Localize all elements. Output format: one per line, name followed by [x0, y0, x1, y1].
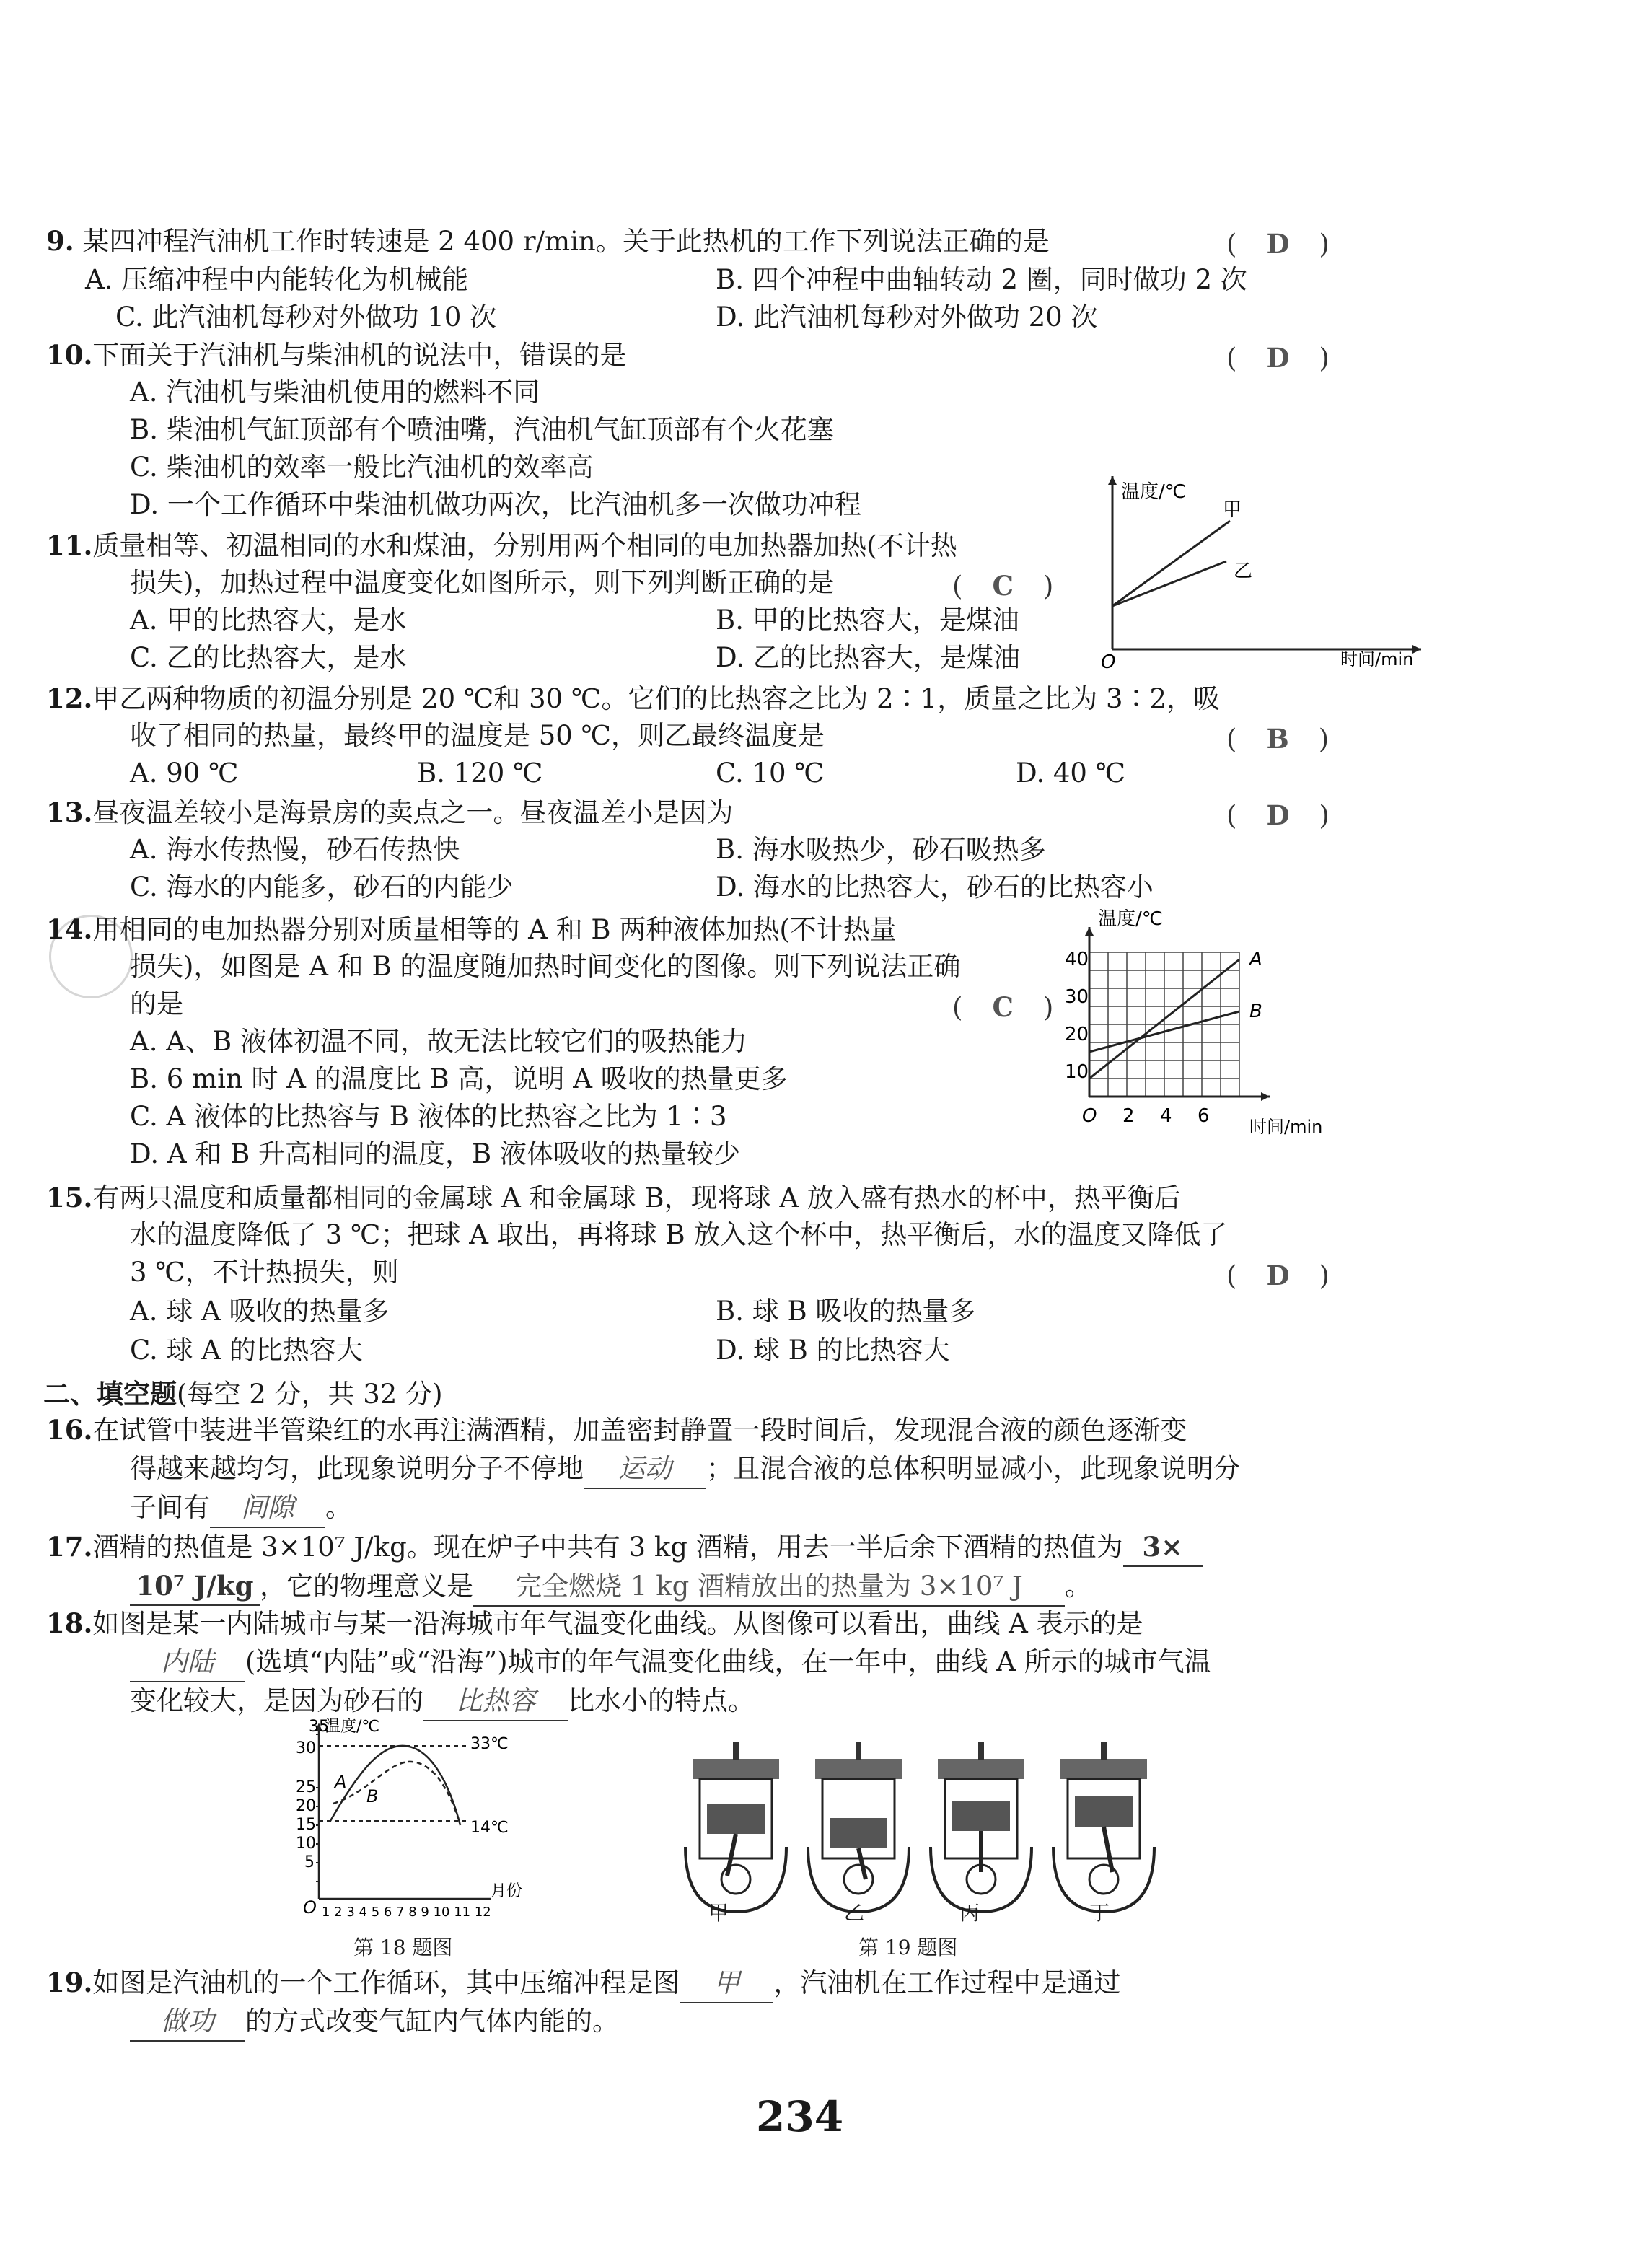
q18-graph	[274, 1717, 678, 1933]
q14-stem-line1: 14.用相同的电加热器分别对质量相等的 A 和 B 两种液体加热(不计热量	[46, 913, 897, 945]
q11-option-b: B. 甲的比热容大，是煤油	[716, 605, 1019, 636]
q18-blank-1: 内陆	[130, 1643, 245, 1682]
q14-stem-line3: 的是	[130, 988, 183, 1019]
q18-origin: O	[303, 1897, 317, 1918]
q15-option-d: D. 球 B 的比热容大	[716, 1335, 950, 1366]
q10-option-b: B. 柴油机气缸顶部有个喷油嘴，汽油机气缸顶部有个火花塞	[130, 414, 834, 445]
q11-line-jia	[1112, 521, 1230, 606]
q10-option-a: A. 汽油机与柴油机使用的燃料不同	[130, 377, 540, 408]
q16-blank-1: 运动	[584, 1450, 706, 1489]
q19-blank-2: 做功	[130, 2003, 245, 2042]
q15-option-c: C. 球 A 的比热容大	[130, 1335, 363, 1366]
q11-stem-line1: 11.质量相等、初温相同的水和煤油，分别用两个相同的电加热器加热(不计热	[46, 530, 957, 561]
q11-answer: ( C )	[952, 570, 1055, 602]
section-2-heading: 二、填空题(每空 2 分，共 32 分)	[43, 1378, 443, 1410]
q10-option-d: D. 一个工作循环中柴油机做功两次，比汽油机多一次做功冲程	[130, 489, 861, 520]
q10-option-c: C. 柴油机的效率一般比汽油机的效率高	[130, 452, 594, 483]
engine-ding	[1053, 1742, 1154, 1912]
q9-answer: ( D )	[1226, 228, 1331, 260]
q14-option-a: A. A、B 液体初温不同，故无法比较它们的吸热能力	[130, 1026, 747, 1057]
q12-stem-line1: 12.甲乙两种物质的初温分别是 20 ℃和 30 ℃。它们的比热容之比为 2∶1，质量之比为 3∶2，吸	[46, 682, 1221, 714]
q9-stem	[46, 222, 1050, 260]
q18-line2: 内陆 (选填“内陆”或“沿海”)城市的年气温变化曲线，在一年中，曲线 A 所示的城市气温	[130, 1643, 1211, 1682]
q19-engine-figure	[671, 1731, 1190, 1919]
q15-stem-line3: 3 ℃，不计热损失，则	[130, 1257, 399, 1288]
q14-y-label: 温度/℃	[1098, 909, 1163, 930]
q18-lo-label: 14℃	[470, 1819, 509, 1837]
q12-option-a: A. 90 ℃	[130, 757, 239, 789]
q13-stem: 13.昼夜温差较小是海景房的卖点之一。昼夜温差小是因为	[46, 796, 734, 828]
q15-stem-line2: 水的温度降低了 3 ℃；把球 A 取出，再将球 B 放入这个杯中，热平衡后，水的温度又降低了	[130, 1219, 1228, 1250]
q14-ytick-40: 40	[1065, 949, 1089, 970]
q12-option-d: D. 40 ℃	[1016, 757, 1126, 789]
q14-grid	[1089, 952, 1239, 1097]
q11-label-jia: 甲	[1223, 499, 1242, 521]
q15-option-b: B. 球 B 吸收的热量多	[716, 1296, 976, 1327]
q18-xticks: 1 2 3 4 5 6 7 8 9 10 11 12	[322, 1905, 491, 1920]
page-number: 234	[756, 2092, 844, 2141]
q19-label-jia: 甲	[708, 1901, 729, 1925]
q9-option-b: B. 四个冲程中曲轴转动 2 圈，同时做功 2 次	[716, 264, 1247, 295]
q11-y-arrow	[1108, 476, 1117, 485]
q17-line1: 17.酒精的热值是 3×10⁷ J/kg。现在炉子中共有 3 kg 酒精，用去一半后余下酒精的热值为 3×	[46, 1528, 1203, 1567]
engine-jia	[685, 1742, 786, 1912]
engine-yi	[808, 1742, 909, 1912]
q16-line2: 得越来越均匀，此现象说明分子不停地 运动 ；且混合液的总体积明显减小，此现象说明分	[130, 1450, 1240, 1489]
q13-option-c: C. 海水的内能多，砂石的内能少	[130, 871, 514, 903]
q14-stem-line2: 损失)，如图是 A 和 B 的温度随加热时间变化的图像。则下列说法正确	[130, 951, 961, 982]
q11-x-arrow	[1412, 645, 1421, 654]
q17-line2: 10⁷ J/kg ，它的物理意义是 完全燃烧 1 kg 酒精放出的热量为 3×10⁷ J 。	[130, 1567, 1091, 1607]
q13-option-b: B. 海水吸热少，砂石吸热多	[716, 834, 1046, 865]
q14-xtick-6: 6	[1198, 1105, 1210, 1127]
q11-option-c: C. 乙的比热容大，是水	[130, 642, 407, 673]
q16-line3: 子间有 间隙 。	[130, 1489, 352, 1528]
q14-xtick-4: 4	[1160, 1105, 1172, 1127]
q18-ytick-25: 25	[296, 1778, 316, 1796]
q14-label-b: B	[1249, 1001, 1262, 1022]
q12-option-b: B. 120 ℃	[417, 757, 543, 789]
q9-option-a: A. 压缩冲程中内能转化为机械能	[85, 264, 469, 295]
q14-option-b: B. 6 min 时 A 的温度比 B 高，说明 A 吸收的热量更多	[130, 1063, 788, 1094]
q10-answer: ( D )	[1226, 342, 1331, 374]
q19-line1: 19.如图是汽油机的一个工作循环，其中压缩冲程是图 甲 ，汽油机在工作过程中是通过	[46, 1964, 1120, 2003]
q12-stem-line2: 收了相同的热量，最终甲的温度是 50 ℃，则乙最终温度是	[130, 720, 825, 751]
q14-answer: ( C )	[952, 991, 1055, 1023]
q19-caption: 第 19 题图	[858, 1936, 958, 1959]
q19-blank-1: 甲	[680, 1964, 773, 2003]
q14-ytick-20: 20	[1065, 1024, 1089, 1045]
q11-graph	[1082, 469, 1428, 671]
q14-label-a: A	[1249, 949, 1262, 970]
q18-caption: 第 18 题图	[353, 1936, 453, 1959]
q16-line1: 16.在试管中装进半管染红的水再注满酒精，加盖密封静置一段时间后，发现混合液的颜色逐渐变	[46, 1414, 1187, 1446]
q18-ytick-35: 35	[309, 1718, 329, 1736]
q13-option-a: A. 海水传热慢，砂石传热快	[130, 834, 460, 865]
q16-blank-2: 间隙	[210, 1489, 325, 1528]
q14-graph	[1060, 909, 1407, 1147]
q18-line3: 变化较大，是因为砂石的 比热容 比水小的特点。	[130, 1682, 755, 1721]
q14-option-c: C. A 液体的比热容与 B 液体的比热容之比为 1∶3	[130, 1101, 727, 1132]
q14-xtick-2: 2	[1122, 1105, 1135, 1127]
q11-option-a: A. 甲的比热容大，是水	[130, 605, 407, 636]
q9-option-d: D. 此汽油机每秒对外做功 20 次	[716, 302, 1098, 333]
q15-option-a: A. 球 A 吸收的热量多	[130, 1296, 390, 1327]
q18-y-label: 温度/℃	[325, 1718, 380, 1736]
q18-ytick-15: 15	[296, 1816, 316, 1834]
q18-x-label: 月份	[491, 1882, 523, 1900]
q11-x-label: 时间/min	[1340, 649, 1414, 669]
q18-ytick-30: 30	[296, 1739, 316, 1757]
engine-bing	[931, 1742, 1032, 1912]
q11-origin: O	[1101, 651, 1116, 671]
q18-label-a: A	[335, 1772, 347, 1792]
q12-option-c: C. 10 ℃	[716, 757, 825, 789]
q19-line2: 做功 的方式改变气缸内气体内能的。	[130, 2003, 619, 2042]
q9-option-c: C. 此汽油机每秒对外做功 10 次	[115, 302, 497, 333]
q14-origin: O	[1082, 1105, 1097, 1127]
q18-ytick-10: 10	[296, 1835, 316, 1853]
q15-stem-line1: 15.有两只温度和质量都相同的金属球 A 和金属球 B，现将球 A 放入盛有热水的杯中，热平衡后	[46, 1182, 1181, 1213]
q17-blank-2: 完全燃烧 1 kg 酒精放出的热量为 3×10⁷ J	[473, 1568, 1065, 1607]
q13-answer: ( D )	[1226, 799, 1331, 831]
q11-line-yi	[1112, 561, 1226, 606]
q15-answer: ( D )	[1226, 1260, 1331, 1291]
q14-ytick-30: 30	[1065, 986, 1089, 1008]
q19-label-ding: 丁	[1089, 1901, 1110, 1925]
q18-line1: 18.如图是某一内陆城市与某一沿海城市年气温变化曲线。从图像可以看出，曲线 A 表示的是	[46, 1607, 1143, 1639]
q18-hi-label: 33℃	[470, 1735, 509, 1753]
q17-blank-1a: 3×	[1123, 1528, 1203, 1567]
q18-ytick-5: 5	[304, 1853, 315, 1871]
q11-option-d: D. 乙的比热容大，是煤油	[716, 642, 1020, 673]
q19-label-bing: 丙	[959, 1901, 980, 1925]
q9-text: 某四冲程汽油机工作时转速是 2 400 r/min。关于此热机的工作下列说法正确的是	[82, 226, 1050, 257]
q13-option-d: D. 海水的比热容大，砂石的比热容小	[716, 871, 1154, 903]
q18-blank-2: 比热容	[423, 1682, 568, 1721]
q12-answer: ( B )	[1226, 723, 1331, 755]
q9-number: 9.	[46, 225, 74, 257]
q18-curve-b	[333, 1762, 458, 1818]
q18-label-b: B	[366, 1786, 379, 1806]
q17-blank-1b: 10⁷ J/kg	[130, 1567, 260, 1606]
q14-ytick-10: 10	[1065, 1061, 1089, 1083]
q11-y-label: 温度/℃	[1121, 481, 1186, 503]
q14-x-label: 时间/min	[1249, 1117, 1323, 1137]
q14-option-d: D. A 和 B 升高相同的温度，B 液体吸收的热量较少	[130, 1138, 741, 1169]
q19-label-yi: 乙	[844, 1901, 865, 1925]
q18-curve-a	[330, 1746, 460, 1825]
q11-label-yi: 乙	[1234, 561, 1253, 582]
q18-ytick-20: 20	[296, 1797, 316, 1815]
q11-stem-line2: 损失)，加热过程中温度变化如图所示，则下列判断正确的是	[130, 567, 835, 598]
q10-stem: 10.下面关于汽油机与柴油机的说法中，错误的是	[46, 339, 627, 371]
